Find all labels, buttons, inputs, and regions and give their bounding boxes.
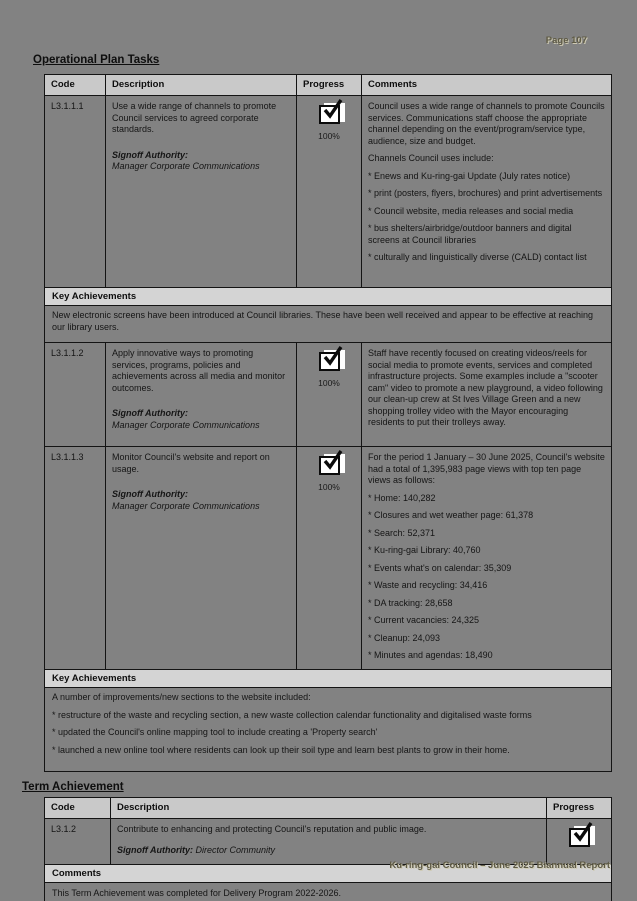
signoff-authority <box>117 845 540 857</box>
task-description-text: Contribute to enhancing and protecting Council's reputation and public image. <box>117 824 427 835</box>
signoff-authority-label: Signoff Authority: <box>112 149 188 160</box>
key-achievements-intro: A number of improvements/new sections to the website included: <box>52 691 311 702</box>
task-description <box>106 96 297 288</box>
progress-value: 100% <box>318 481 340 492</box>
table-row <box>45 447 611 670</box>
progress-check-icon <box>319 456 340 475</box>
comment-line: * Council website, media releases and social media <box>368 205 574 216</box>
term-comments-text: This Term Achievement was completed for Delivery Program 2022-2026. <box>52 888 341 899</box>
column-header-progress: Progress <box>547 798 611 819</box>
comment-line: Staff have recently focused on creating videos/reels for social media to promote events, services and completed infrastructure projects. Some examples include a "scooter cam" video to promote a new playground, a video following our clean-up crew at St Ives Village Green and a new shopping trolley video with the Mayor encouraging residents to put their trolleys away. <box>368 348 603 428</box>
table-row <box>45 96 611 288</box>
signoff-authority-label: Signoff Authority: <box>117 844 193 855</box>
comment-line: * DA tracking: 28,658 <box>368 597 453 608</box>
comment-line: * Minutes and agendas: 18,490 <box>368 650 493 661</box>
task-code: L3.1.1.3 <box>45 447 106 670</box>
progress-value: 100% <box>318 377 340 388</box>
column-header-code: Code <box>45 75 106 96</box>
key-achievements-bar: Key Achievements <box>45 670 611 688</box>
progress-check-icon <box>319 105 340 124</box>
page-number: Page 107 <box>545 35 587 46</box>
column-header-comments: Comments <box>362 75 611 96</box>
key-achievements-bullet: * launched a new online tool where residents can look up their soil type and learn best plants to grow in their home. <box>52 744 510 755</box>
column-header-description: Description <box>106 75 297 96</box>
comment-line: * Cleanup: 24,093 <box>368 632 441 643</box>
term-achievement-table <box>44 797 612 901</box>
comment-line: For the period 1 January – 30 June 2025, Council's website had a total of 1,395,983 page views with top ten page views as follows: <box>368 452 605 486</box>
progress-cell <box>297 343 362 447</box>
comment-line: * bus shelters/airbridge/outdoor banners and digital screens at Council libraries <box>368 223 572 245</box>
progress-cell <box>297 447 362 670</box>
comments-bar: Comments <box>45 865 611 883</box>
column-header-description: Description <box>111 798 547 819</box>
comment-line: Council uses a wide range of channels to promote Councils services. Communications staff choose the appropriate channel depending on the event/program/service type, audience, size and budget. <box>368 101 605 146</box>
progress-check-icon <box>569 828 590 847</box>
signoff-authority-label: Signoff Authority: <box>112 489 188 500</box>
task-description-text: Apply innovative ways to promoting services, programs, policies and achievements across all media and monitor outcomes. <box>112 348 286 393</box>
comment-line: * Current vacancies: 24,325 <box>368 615 480 626</box>
signoff-authority-value: Manager Corporate Communications <box>112 419 260 430</box>
task-code: L3.1.2 <box>45 819 111 865</box>
comment-line: * Home: 140,282 <box>368 492 436 503</box>
task-code: L3.1.1.2 <box>45 343 106 447</box>
progress-cell <box>547 819 611 865</box>
task-description <box>111 819 547 865</box>
operational-plan-tasks-table <box>44 74 612 772</box>
signoff-authority-value: Director Community <box>195 844 276 855</box>
key-achievements-bar: Key Achievements <box>45 288 611 306</box>
comments-cell <box>362 343 611 447</box>
column-header-code: Code <box>45 798 111 819</box>
comments-cell <box>362 447 611 670</box>
column-header-progress: Progress <box>297 75 362 96</box>
comment-line: * Events what's on calendar: 35,309 <box>368 562 512 573</box>
key-achievements-bullet: * updated the Council's online mapping tool to include creating a 'Property search' <box>52 727 378 738</box>
signoff-authority <box>112 150 290 173</box>
key-achievements-text: New electronic screens have been introduced at Council libraries. These have been well received and appear to be effective at reaching our library users. <box>45 306 611 343</box>
key-achievements-bullet: * restructure of the waste and recycling section, a new waste collection calendar functionality and digitalised waste forms <box>52 709 532 720</box>
table-row <box>45 819 611 865</box>
comment-line: * Waste and recycling: 34,416 <box>368 580 488 591</box>
comment-line: Channels Council uses include: <box>368 153 494 164</box>
comment-line: * Search: 52,371 <box>368 527 436 538</box>
signoff-authority-label: Signoff Authority: <box>112 408 188 419</box>
comment-line: * Ku-ring-gai Library: 40,760 <box>368 545 481 556</box>
task-description <box>106 447 297 670</box>
report-footer: Ku-ring-gai Council – June 2025 Biannual Report <box>389 860 610 871</box>
table-header-row <box>45 798 611 819</box>
task-description <box>106 343 297 447</box>
task-description-text: Use a wide range of channels to promote Council services to agreed corporate standards. <box>112 101 277 135</box>
progress-cell <box>297 96 362 288</box>
comment-line: * print (posters, flyers, brochures) and print advertisements <box>368 188 603 199</box>
signoff-authority <box>112 408 290 431</box>
task-description-text: Monitor Council's website and report on usage. <box>112 452 270 474</box>
table-row <box>45 343 611 447</box>
progress-value: 100% <box>318 130 340 141</box>
table-header-row <box>45 75 611 96</box>
signoff-authority-value: Manager Corporate Communications <box>112 161 260 172</box>
comment-line: * Enews and Ku-ring-gai Update (July rates notice) <box>368 170 571 181</box>
comment-line: * Closures and wet weather page: 61,378 <box>368 510 534 521</box>
section-heading-term-achievement: Term Achievement <box>22 780 124 793</box>
comment-line: * culturally and linguistically diverse (CALD) contact list <box>368 252 587 263</box>
progress-check-icon <box>319 352 340 371</box>
task-code: L3.1.1.1 <box>45 96 106 288</box>
signoff-authority-value: Manager Corporate Communications <box>112 500 260 511</box>
comments-cell <box>362 96 611 288</box>
signoff-authority <box>112 489 290 512</box>
section-heading-operational-plan-tasks: Operational Plan Tasks <box>33 54 160 66</box>
key-achievements-text <box>45 688 611 771</box>
